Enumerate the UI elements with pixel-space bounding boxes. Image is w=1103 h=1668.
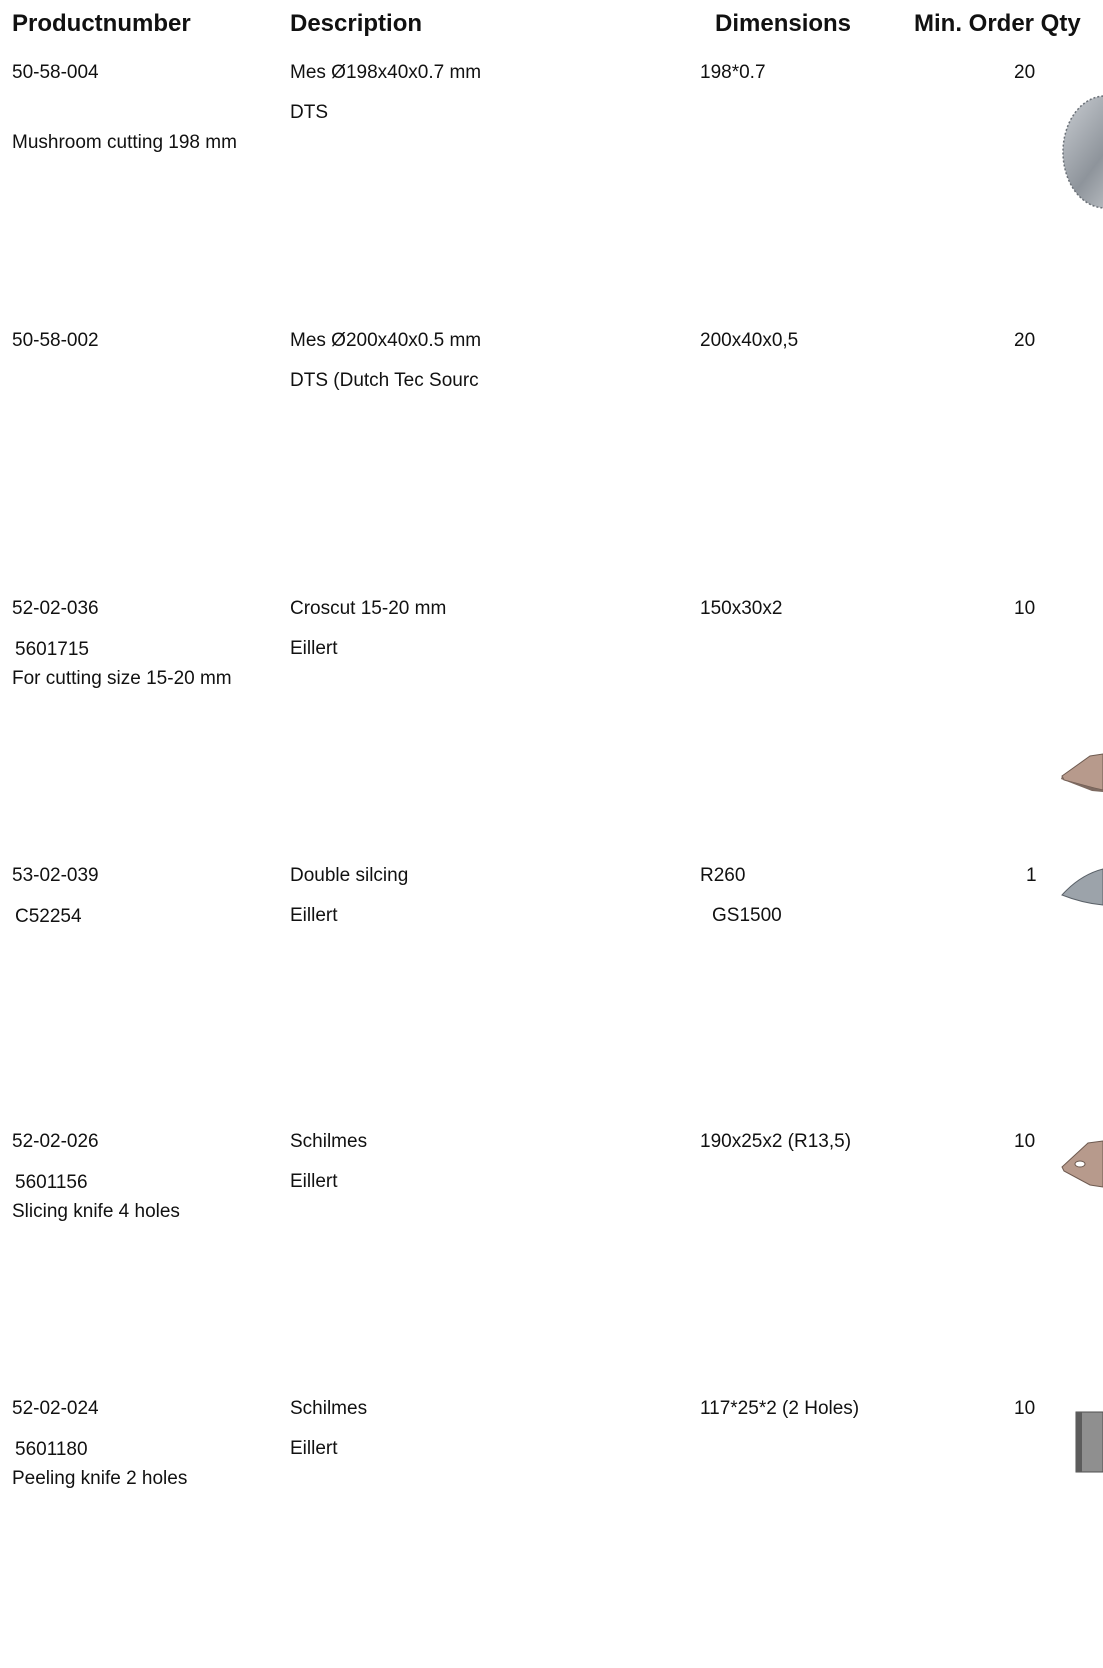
productnumber: 52-02-036 [12, 598, 99, 619]
productnumber: 52-02-026 [12, 1131, 99, 1152]
productnumber: 53-02-039 [12, 865, 99, 886]
description: Schilmes [290, 1398, 368, 1419]
min-order-qty: 1 [1026, 865, 1037, 886]
article-code: 5601180 [15, 1439, 88, 1460]
dimensions: 117*25*2 (2 Holes) [700, 1398, 860, 1419]
product-note: Mushroom cutting 198 mm [12, 132, 237, 153]
header-min-order-qty: Min. Order Qty [914, 10, 1081, 37]
product-row [0, 1398, 1103, 1668]
flat-blade-image [1060, 748, 1103, 808]
description: Mes Ø198x40x0.7 mm [290, 62, 482, 83]
supplier: Eillert [290, 1438, 338, 1459]
dimensions: 150x30x2 [700, 598, 783, 619]
productnumber: 50-58-002 [12, 330, 99, 351]
product-row [0, 598, 1103, 868]
productnumber: 50-58-004 [12, 62, 99, 83]
slicing-knife-image [1060, 1137, 1103, 1197]
supplier: Eillert [290, 638, 338, 659]
description: Double silcing [290, 865, 409, 886]
min-order-qty: 10 [1014, 1398, 1036, 1419]
article-code: 5601156 [15, 1172, 88, 1193]
supplier: DTS [290, 102, 328, 123]
min-order-qty: 20 [1014, 62, 1036, 83]
description: Croscut 15-20 mm [290, 598, 447, 619]
round-blade-image [1060, 94, 1103, 214]
description: Schilmes [290, 1131, 368, 1152]
product-note: Slicing knife 4 holes [12, 1201, 180, 1222]
product-row [0, 330, 1103, 600]
product-row [0, 62, 1103, 332]
header-dimensions: Dimensions [715, 10, 852, 37]
dimensions: 198*0.7 [700, 62, 766, 83]
product-note: For cutting size 15-20 mm [12, 668, 232, 689]
curved-blade-image [1060, 865, 1103, 915]
dimensions-model: GS1500 [712, 905, 782, 926]
header-description: Description [290, 10, 423, 37]
product-note: Peeling knife 2 holes [12, 1468, 188, 1489]
dimensions: 190x25x2 (R13,5) [700, 1131, 852, 1152]
description: Mes Ø200x40x0.5 mm [290, 330, 482, 351]
article-code: C52254 [15, 906, 82, 927]
productnumber: 52-02-024 [12, 1398, 99, 1419]
min-order-qty: 10 [1014, 598, 1036, 619]
min-order-qty: 10 [1014, 1131, 1036, 1152]
peeling-knife-image [1068, 1408, 1103, 1478]
supplier: Eillert [290, 905, 338, 926]
supplier: Eillert [290, 1171, 338, 1192]
header-productnumber: Productnumber [12, 10, 191, 37]
supplier: DTS (Dutch Tec Sourc [290, 370, 479, 391]
dimensions: R260 [700, 865, 746, 886]
article-code: 5601715 [15, 639, 89, 660]
dimensions: 200x40x0,5 [700, 330, 799, 351]
product-row [0, 1131, 1103, 1401]
product-row [0, 865, 1103, 1135]
min-order-qty: 20 [1014, 330, 1036, 351]
